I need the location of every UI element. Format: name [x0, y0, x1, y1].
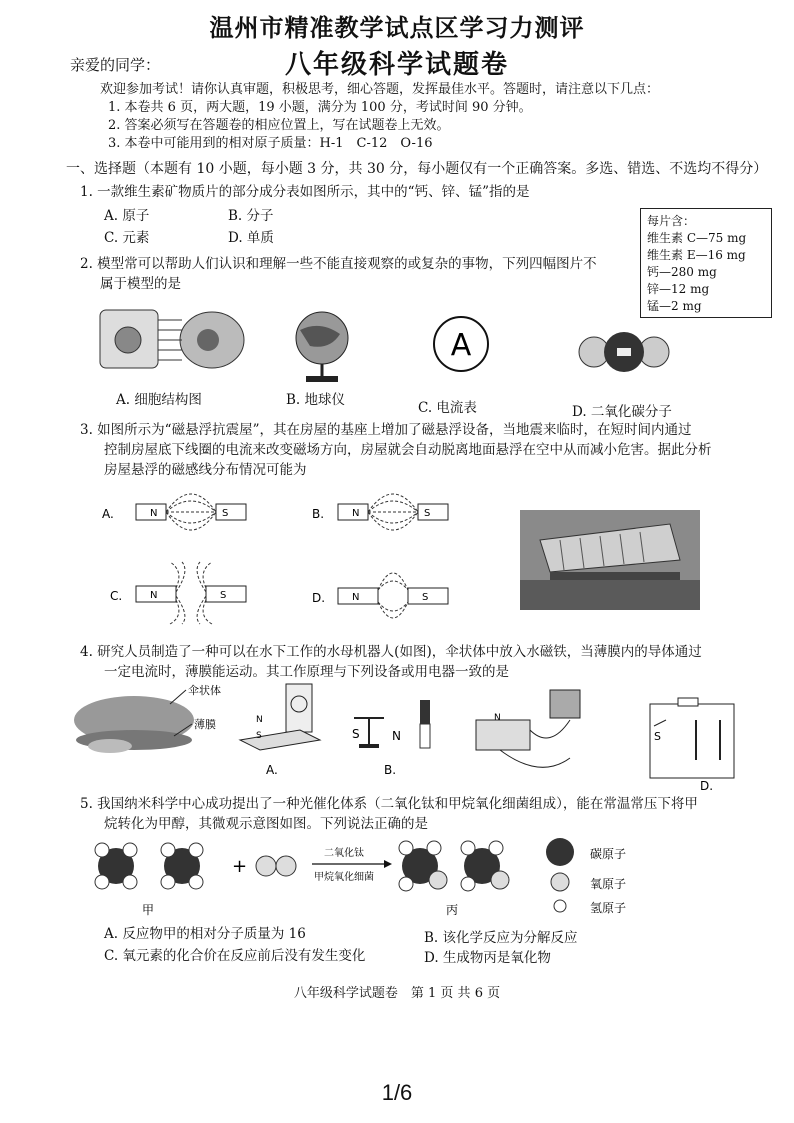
q3-figure-b	[312, 494, 448, 530]
q3-figure-a	[102, 494, 246, 530]
pole-label: N	[494, 713, 501, 723]
pole-label: N	[352, 508, 360, 519]
methanol-molecule	[461, 841, 509, 891]
q3-figure-d	[312, 573, 448, 618]
product-bing-label: 丙	[446, 903, 459, 917]
q4-figure-d	[650, 698, 734, 790]
methane-molecule	[161, 843, 203, 889]
ammeter-icon	[434, 317, 488, 371]
q4-option-d-label: D.	[700, 779, 714, 790]
pole-label: N	[150, 590, 158, 601]
reactant-jia-label: 甲	[142, 903, 155, 917]
oxygen-molecule	[256, 856, 296, 876]
legend-oxygen: 氧原子	[590, 877, 627, 891]
section-heading: 一、选择题（本题有 10 小题，每小题 3 分，共 30 分，每小题仅有一个正确答案。多选、错选、不选均不得分）	[66, 161, 768, 177]
globe-image	[296, 312, 348, 382]
film-label: 薄膜	[194, 718, 216, 731]
q2-option-a: A. 细胞结构图	[116, 392, 202, 408]
umbrella-label: 伞状体	[188, 684, 221, 697]
exam-title: 温州市精准教学试点区学习力测评	[209, 13, 585, 42]
pole-label: N	[256, 715, 263, 725]
nutrition-line: 钙—280 mg	[647, 265, 717, 279]
nutrition-box-title: 每片含：	[647, 214, 696, 228]
co2-molecule-image	[579, 332, 669, 372]
q3-text-line1: 3. 如图所示为“磁悬浮抗震屋”，其在房屋的基座上增加了磁悬浮设备，当地震来临时，在短时间内通过	[80, 422, 692, 438]
instruction-1: 1. 本卷共 6 页，两大题，19 小题，满分为 100 分，考试时间 90 分钟。	[108, 100, 532, 115]
nutrition-line: 锰—2 mg	[647, 299, 702, 313]
nutrition-line: 维生素 C—75 mg	[647, 231, 747, 245]
pole-label: S	[424, 508, 431, 519]
pole-label: S	[422, 592, 429, 603]
q4-text-line1: 4. 研究人员制造了一种可以在水下工作的水母机器人(如图)，伞状体中放入水磁铁，当薄膜内的导体通过	[80, 644, 702, 660]
q5-text-line1: 5. 我国纳米科学中心成功提出了一种光催化体系（二氧化钛和甲烷氧化细菌组成），能在常温常压下将甲	[80, 796, 698, 812]
q3-option-c-label: C.	[110, 589, 123, 603]
q5-option-d: D. 生成物丙是氧化物	[424, 950, 551, 966]
legend-hydrogen: 氢原子	[590, 901, 627, 915]
q2-text-line1: 2. 模型常可以帮助人们认识和理解一些不能直接观察的或复杂的事物，下列四幅图片不	[80, 256, 597, 272]
q4-text-line2: 一定电流时，薄膜能运动。其工作原理与下列设备或用电器一致的是	[104, 664, 509, 680]
levitating-house-photo	[520, 510, 700, 610]
page-indicator: 1/6	[381, 1080, 413, 1105]
q1-option-c: C. 元素	[104, 230, 150, 246]
cell-diagram-image	[100, 310, 244, 368]
pole-label: N	[352, 592, 360, 603]
pole-label: S	[220, 590, 227, 601]
q2-option-b: B. 地球仪	[286, 392, 346, 408]
atom-legend	[546, 838, 626, 915]
q4-figures	[70, 680, 750, 790]
instruction-intro: 欢迎参加考试！请你认真审题，积极思考，细心答题，发挥最佳水平。答题时，请注意以下几点：	[100, 82, 660, 97]
q3-text-line2: 控制房屋底下线圈的电流来改变磁场方向，房屋就会自动脱离地面悬浮在空中从而减小危害。据此分析	[104, 442, 712, 458]
legend-carbon: 碳原子	[590, 847, 627, 861]
pole-label: S	[256, 731, 262, 741]
methane-molecule	[95, 843, 137, 889]
q3-option-b-label: B.	[312, 507, 325, 521]
q4-option-b-label: B.	[384, 763, 397, 777]
ammeter-symbol: A	[450, 328, 472, 363]
q4-figure-b	[352, 700, 430, 777]
nutrition-line: 维生素 E—16 mg	[647, 248, 746, 262]
page-footer: 八年级科学试题卷 第 1 页 共 6 页	[293, 986, 501, 1001]
q4-option-a-label: A.	[266, 763, 278, 777]
q3-magnet-figures	[100, 476, 540, 626]
methanol-molecule	[399, 841, 447, 891]
q4-figure-c	[476, 690, 580, 767]
q1-option-b: B. 分子	[228, 208, 274, 224]
instruction-3: 3. 本卷中可能用到的相对原子质量：H-1 C-12 O-16	[108, 136, 433, 151]
q3-option-a-label: A.	[102, 507, 114, 521]
catalyst-label-bottom: 甲烷氧化细菌	[314, 872, 374, 883]
q2-figures	[90, 300, 740, 390]
nutrition-line: 锌—12 mg	[647, 282, 710, 296]
catalyst-label-top: 二氧化钛	[324, 848, 364, 859]
instruction-2: 2. 答案必须写在答题卷的相应位置上，写在试题卷上无效。	[108, 118, 450, 133]
jellyfish-robot-image	[74, 683, 221, 753]
q1-text: 1. 一款维生素矿物质片的部分成分表如图所示，其中的“钙、锌、锰”指的是	[80, 184, 530, 200]
greeting: 亲爱的同学：	[70, 56, 161, 74]
q1-option-d: D. 单质	[228, 230, 274, 246]
q5-reaction-diagram	[80, 830, 680, 920]
q3-option-d-label: D.	[312, 591, 326, 605]
pole-label: S	[654, 730, 661, 743]
q4-figure-a	[240, 684, 320, 777]
q5-option-b: B. 该化学反应为分解反应	[424, 930, 578, 946]
q5-text-line2: 烷转化为甲醇，其微观示意图如图。下列说法正确的是	[104, 816, 428, 832]
pole-label: S	[352, 727, 360, 741]
q5-option-a: A. 反应物甲的相对分子质量为 16	[104, 926, 306, 942]
pole-label: S	[222, 508, 229, 519]
plus-sign: +	[232, 856, 248, 877]
q3-text-line3: 房屋悬浮的磁感线分布情况可能为	[104, 462, 307, 478]
q3-figure-c	[110, 562, 246, 624]
exam-subtitle: 八年级科学试题卷	[284, 50, 509, 80]
q2-option-d: D. 二氧化碳分子	[572, 404, 672, 420]
q1-option-a: A. 原子	[104, 208, 150, 224]
pole-label: N	[392, 729, 401, 743]
q5-option-c: C. 氧元素的化合价在反应前后没有发生变化	[104, 948, 366, 964]
q2-option-c: C. 电流表	[418, 400, 477, 416]
pole-label: N	[150, 508, 158, 519]
q2-text-line2: 属于模型的是	[100, 276, 181, 292]
